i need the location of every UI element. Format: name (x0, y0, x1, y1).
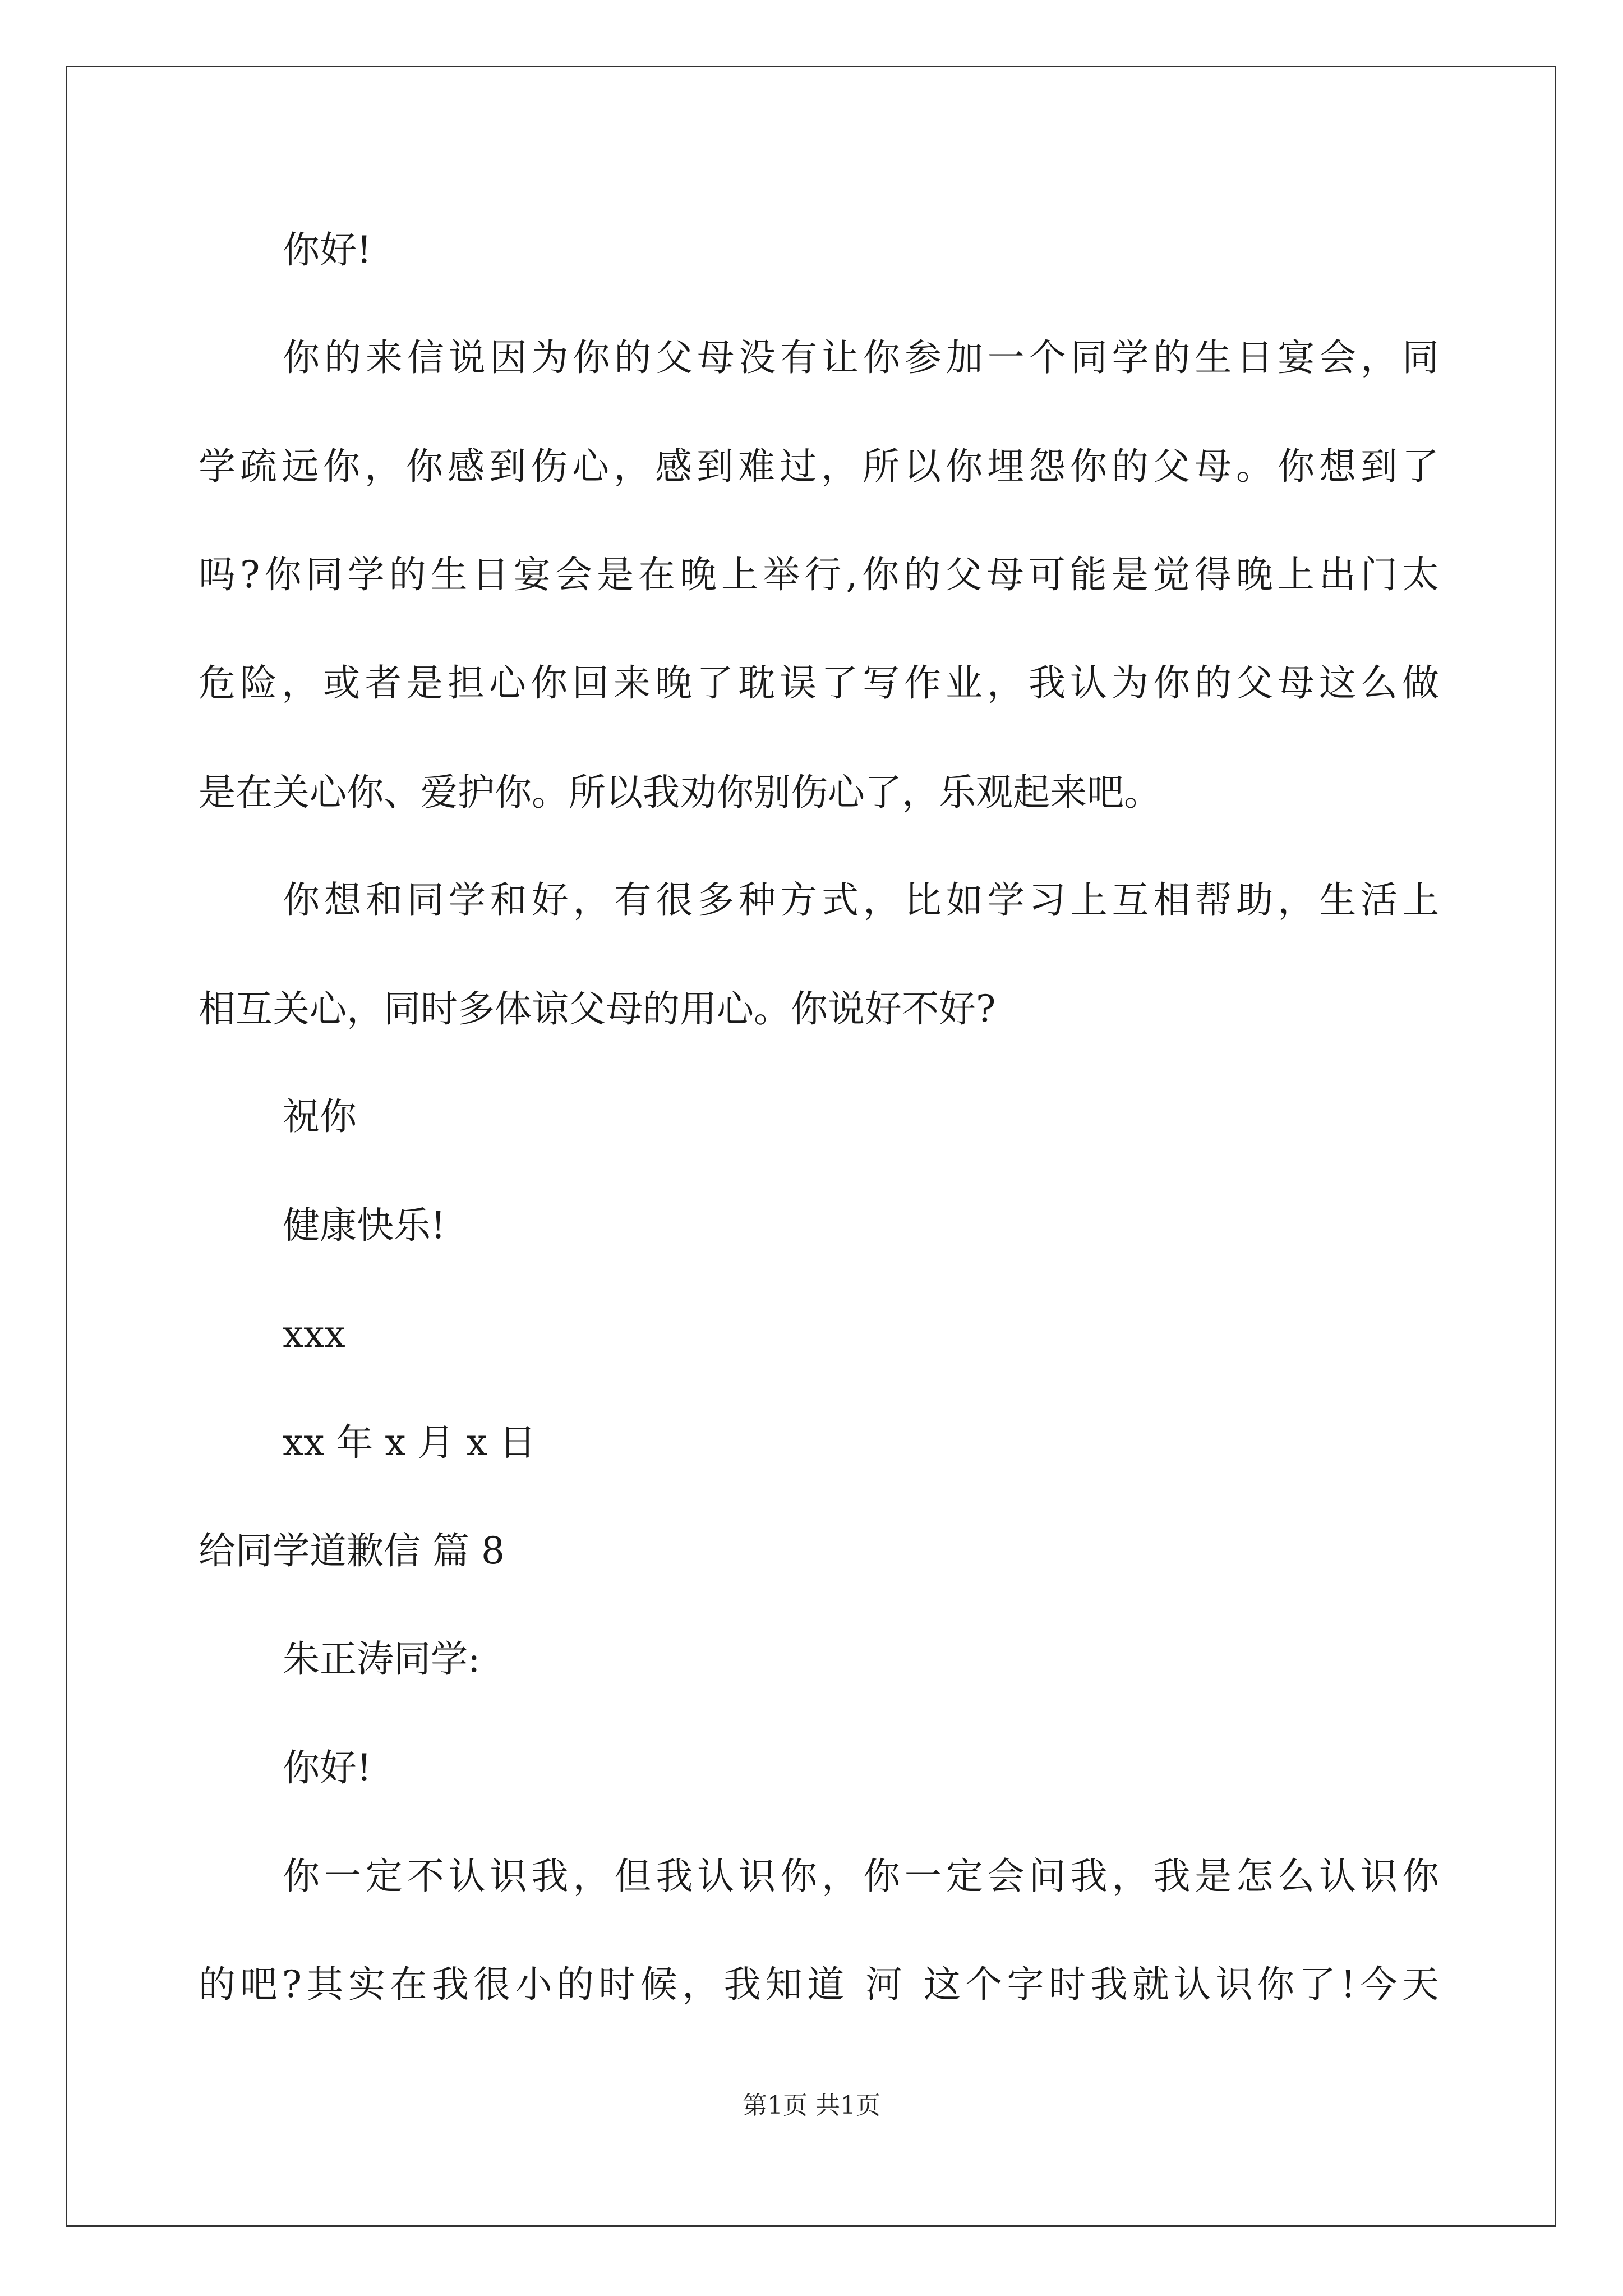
body-line: 你一定不认识我，但我认识你，你一定会问我，我是怎么认识你 (283, 1855, 1439, 1898)
signature: xxx (283, 1313, 345, 1356)
closing-wish: 健康快乐! (283, 1204, 446, 1247)
body-line: 危险，或者是担心你回来晚了耽误了写作业，我认为你的父母这么做 (199, 661, 1439, 705)
salutation: 朱正涛同学: (283, 1637, 481, 1681)
page-border (66, 66, 1556, 2227)
greeting: 你好! (283, 228, 372, 272)
body-line: 吗?你同学的生日宴会是在晚上举行,你的父母可能是觉得晚上出门太 (199, 553, 1439, 596)
body-line: 是在关心你、爱护你。所以我劝你别伤心了，乐观起来吧。 (199, 771, 1161, 814)
page-footer: 第1页 共1页 (743, 2091, 880, 2120)
body-line: 你的来信说因为你的父母没有让你参加一个同学的生日宴会，同 (283, 336, 1439, 379)
body-line: 的吧?其实在我很小的时候，我知道 河 这个字时我就认识你了!今天 (199, 1963, 1439, 2006)
body-line: 相互关心，同时多体谅父母的用心。你说好不好? (199, 987, 996, 1030)
closing-wish: 祝你 (283, 1095, 357, 1138)
body-line: 学疏远你，你感到伤心，感到难过，所以你埋怨你的父母。你想到了 (199, 445, 1439, 488)
greeting: 你好! (283, 1746, 372, 1789)
section-title: 给同学道歉信 篇 8 (199, 1529, 505, 1572)
body-line: 你想和同学和好，有很多种方式，比如学习上互相帮助，生活上 (283, 878, 1439, 922)
date: xx 年 x 月 x 日 (283, 1421, 536, 1464)
